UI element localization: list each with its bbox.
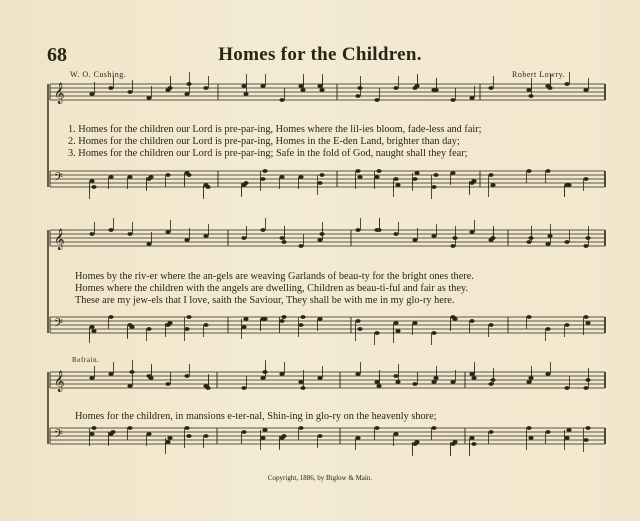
- svg-text:𝄢: 𝄢: [54, 171, 64, 187]
- verse-2-line-2: Homes where the children with the angels are dwelling, Children as beau-ti-ful and fair as they.: [75, 283, 469, 294]
- verse-3-line-1: 3. Homes for the children our Lord is pre-par-ing; Safe in the fold of God, naught shall they fear;: [68, 148, 468, 159]
- composer-credit: Robert Lowry.: [512, 70, 566, 79]
- svg-text:𝄢: 𝄢: [54, 317, 64, 333]
- refrain-line: Homes for the children, in mansions e-ter-nal, Shin-ing in glo-ry on the heavenly shore;: [75, 411, 437, 422]
- svg-text:𝄢: 𝄢: [54, 428, 64, 444]
- svg-text:𝄞: 𝄞: [54, 83, 65, 104]
- lyricist-credit: W. O. Cushing.: [70, 70, 127, 79]
- refrain-label: Refrain.: [72, 356, 100, 364]
- verse-3-line-2: These are my jew-els that I love, saith the Saviour, They shall be with me in my glo-ry here.: [75, 295, 455, 306]
- svg-text:𝄞: 𝄞: [54, 371, 65, 392]
- copyright-notice: Copyright, 1886, by Biglow & Main.: [267, 474, 373, 482]
- verse-1-line-2: Homes by the riv-er where the an-gels are weaving Garlands of beau-ty for the bright ones there.: [75, 271, 474, 282]
- page-number: 68: [47, 44, 67, 66]
- verse-2-line-1: 2. Homes for the children our Lord is pre-par-ing, Homes in the E-den Land, brighter than day;: [68, 136, 460, 147]
- verse-1-line-1: 1. Homes for the children our Lord is pre-par-ing, Homes where the lil-ies bloom, fade-less and fair;: [68, 124, 482, 135]
- svg-text:𝄞: 𝄞: [54, 229, 65, 250]
- hymn-title: Homes for the Children.: [218, 44, 422, 65]
